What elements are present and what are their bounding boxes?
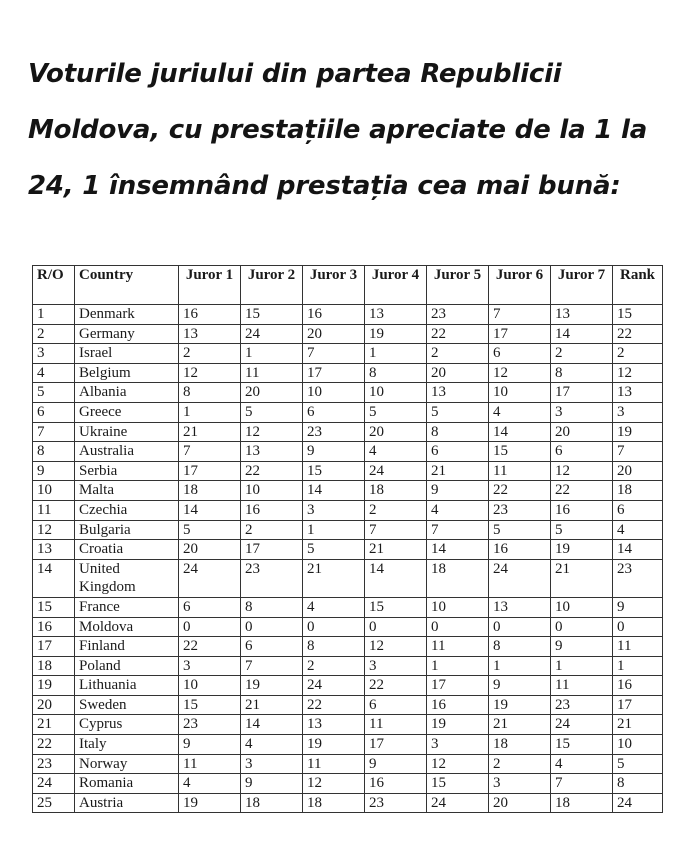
header-juror-1: Juror 1: [179, 266, 241, 305]
cell-ro: 9: [33, 461, 75, 481]
table-row: [33, 597, 663, 617]
cell-juror-3: 17: [303, 363, 365, 383]
cell-juror-4: 17: [365, 735, 427, 755]
cell-juror-3: 7: [303, 344, 365, 364]
cell-juror-7: 14: [551, 324, 613, 344]
cell-ro: 16: [33, 617, 75, 637]
cell-rank: 20: [613, 461, 663, 481]
header-juror-7: Juror 7: [551, 266, 613, 305]
cell-juror-1: 24: [179, 559, 241, 597]
cell-juror-7: 4: [551, 754, 613, 774]
cell-ro: 19: [33, 676, 75, 696]
cell-juror-4: 13: [365, 305, 427, 325]
cell-juror-6: 24: [489, 559, 551, 597]
header-country: Country: [75, 266, 179, 305]
cell-juror-2: 20: [241, 383, 303, 403]
cell-juror-7: 10: [551, 597, 613, 617]
cell-country: Serbia: [75, 461, 179, 481]
cell-country: Czechia: [75, 500, 179, 520]
cell-juror-3: 10: [303, 383, 365, 403]
cell-ro: 12: [33, 520, 75, 540]
cell-rank: 17: [613, 695, 663, 715]
table-row: [33, 422, 663, 442]
cell-juror-4: 14: [365, 559, 427, 597]
cell-juror-4: 21: [365, 540, 427, 560]
cell-juror-7: 18: [551, 793, 613, 813]
cell-juror-3: 14: [303, 481, 365, 501]
cell-juror-5: 9: [427, 481, 489, 501]
cell-juror-6: 18: [489, 735, 551, 755]
cell-juror-1: 7: [179, 442, 241, 462]
cell-juror-3: 23: [303, 422, 365, 442]
cell-juror-5: 15: [427, 774, 489, 794]
cell-country: Greece: [75, 402, 179, 422]
table-row: [33, 540, 663, 560]
cell-juror-5: 18: [427, 559, 489, 597]
cell-country: Albania: [75, 383, 179, 403]
cell-ro: 25: [33, 793, 75, 813]
cell-juror-7: 8: [551, 363, 613, 383]
cell-country: Australia: [75, 442, 179, 462]
table-row: [33, 637, 663, 657]
cell-juror-1: 11: [179, 754, 241, 774]
cell-juror-6: 0: [489, 617, 551, 637]
table-row: [33, 461, 663, 481]
cell-juror-3: 12: [303, 774, 365, 794]
cell-juror-2: 17: [241, 540, 303, 560]
cell-juror-3: 21: [303, 559, 365, 597]
cell-juror-6: 11: [489, 461, 551, 481]
cell-rank: 8: [613, 774, 663, 794]
cell-juror-3: 5: [303, 540, 365, 560]
cell-country: Bulgaria: [75, 520, 179, 540]
cell-rank: 21: [613, 715, 663, 735]
cell-juror-4: 16: [365, 774, 427, 794]
cell-juror-7: 21: [551, 559, 613, 597]
cell-juror-7: 1: [551, 656, 613, 676]
table-row: [33, 695, 663, 715]
cell-juror-3: 4: [303, 597, 365, 617]
cell-juror-5: 21: [427, 461, 489, 481]
cell-juror-1: 6: [179, 597, 241, 617]
cell-country: Italy: [75, 735, 179, 755]
cell-juror-2: 24: [241, 324, 303, 344]
cell-juror-1: 1: [179, 402, 241, 422]
cell-juror-5: 22: [427, 324, 489, 344]
header-rank: Rank: [613, 266, 663, 305]
cell-juror-1: 2: [179, 344, 241, 364]
cell-country: Poland: [75, 656, 179, 676]
cell-ro: 6: [33, 402, 75, 422]
cell-juror-2: 12: [241, 422, 303, 442]
cell-juror-3: 1: [303, 520, 365, 540]
cell-juror-2: 1: [241, 344, 303, 364]
cell-juror-2: 13: [241, 442, 303, 462]
cell-juror-2: 9: [241, 774, 303, 794]
cell-juror-6: 15: [489, 442, 551, 462]
cell-juror-5: 16: [427, 695, 489, 715]
cell-ro: 15: [33, 597, 75, 617]
table-row: [33, 481, 663, 501]
cell-juror-5: 1: [427, 656, 489, 676]
cell-country: Sweden: [75, 695, 179, 715]
cell-country: Romania: [75, 774, 179, 794]
cell-juror-5: 8: [427, 422, 489, 442]
cell-ro: 3: [33, 344, 75, 364]
cell-juror-1: 12: [179, 363, 241, 383]
cell-country: Finland: [75, 637, 179, 657]
cell-juror-7: 9: [551, 637, 613, 657]
cell-rank: 5: [613, 754, 663, 774]
cell-ro: 1: [33, 305, 75, 325]
cell-juror-7: 24: [551, 715, 613, 735]
cell-juror-5: 5: [427, 402, 489, 422]
cell-juror-4: 9: [365, 754, 427, 774]
cell-juror-1: 3: [179, 656, 241, 676]
header-juror-6: Juror 6: [489, 266, 551, 305]
cell-rank: 19: [613, 422, 663, 442]
table-row: [33, 617, 663, 637]
cell-juror-3: 0: [303, 617, 365, 637]
cell-juror-4: 10: [365, 383, 427, 403]
cell-juror-2: 2: [241, 520, 303, 540]
cell-country: Belgium: [75, 363, 179, 383]
cell-rank: 11: [613, 637, 663, 657]
cell-juror-6: 8: [489, 637, 551, 657]
cell-juror-5: 20: [427, 363, 489, 383]
table-row: [33, 559, 663, 597]
cell-rank: 22: [613, 324, 663, 344]
table-row: [33, 442, 663, 462]
cell-ro: 17: [33, 637, 75, 657]
table-row: [33, 305, 663, 325]
cell-ro: 8: [33, 442, 75, 462]
cell-juror-1: 8: [179, 383, 241, 403]
cell-juror-4: 22: [365, 676, 427, 696]
cell-juror-2: 19: [241, 676, 303, 696]
cell-juror-2: 7: [241, 656, 303, 676]
cell-juror-1: 0: [179, 617, 241, 637]
cell-juror-6: 3: [489, 774, 551, 794]
cell-juror-7: 17: [551, 383, 613, 403]
cell-juror-6: 2: [489, 754, 551, 774]
page-heading: Voturile juriului din partea Republicii Moldova, cu prestațiile apreciate de la 1 la 24, 1 însemnând prestația cea mai bună:: [28, 59, 648, 201]
table-row: [33, 520, 663, 540]
cell-juror-2: 8: [241, 597, 303, 617]
cell-country: Croatia: [75, 540, 179, 560]
cell-ro: 22: [33, 735, 75, 755]
cell-rank: 4: [613, 520, 663, 540]
cell-juror-3: 22: [303, 695, 365, 715]
cell-juror-5: 12: [427, 754, 489, 774]
cell-country: Malta: [75, 481, 179, 501]
cell-juror-7: 5: [551, 520, 613, 540]
cell-ro: 7: [33, 422, 75, 442]
cell-juror-7: 12: [551, 461, 613, 481]
cell-juror-2: 14: [241, 715, 303, 735]
cell-juror-2: 4: [241, 735, 303, 755]
cell-juror-2: 16: [241, 500, 303, 520]
cell-juror-4: 0: [365, 617, 427, 637]
cell-rank: 3: [613, 402, 663, 422]
cell-juror-6: 13: [489, 597, 551, 617]
cell-rank: 16: [613, 676, 663, 696]
cell-juror-1: 15: [179, 695, 241, 715]
cell-rank: 12: [613, 363, 663, 383]
cell-juror-1: 14: [179, 500, 241, 520]
cell-ro: 13: [33, 540, 75, 560]
cell-juror-4: 5: [365, 402, 427, 422]
cell-juror-5: 2: [427, 344, 489, 364]
cell-juror-2: 3: [241, 754, 303, 774]
cell-juror-4: 1: [365, 344, 427, 364]
cell-juror-3: 2: [303, 656, 365, 676]
cell-country: Denmark: [75, 305, 179, 325]
cell-juror-3: 11: [303, 754, 365, 774]
table-row: [33, 754, 663, 774]
cell-juror-3: 13: [303, 715, 365, 735]
cell-juror-7: 0: [551, 617, 613, 637]
cell-juror-4: 3: [365, 656, 427, 676]
cell-juror-3: 15: [303, 461, 365, 481]
cell-country: Norway: [75, 754, 179, 774]
cell-juror-4: 24: [365, 461, 427, 481]
cell-ro: 10: [33, 481, 75, 501]
cell-juror-4: 7: [365, 520, 427, 540]
table-row: [33, 344, 663, 364]
cell-juror-4: 12: [365, 637, 427, 657]
cell-rank: 6: [613, 500, 663, 520]
cell-juror-1: 5: [179, 520, 241, 540]
cell-rank: 10: [613, 735, 663, 755]
cell-rank: 7: [613, 442, 663, 462]
cell-juror-3: 3: [303, 500, 365, 520]
cell-juror-2: 18: [241, 793, 303, 813]
cell-rank: 14: [613, 540, 663, 560]
table-header-row: [33, 266, 663, 305]
cell-juror-1: 13: [179, 324, 241, 344]
cell-juror-6: 5: [489, 520, 551, 540]
header-juror-5: Juror 5: [427, 266, 489, 305]
cell-juror-1: 9: [179, 735, 241, 755]
cell-country: Austria: [75, 793, 179, 813]
cell-juror-4: 4: [365, 442, 427, 462]
cell-juror-6: 12: [489, 363, 551, 383]
header-juror-2: Juror 2: [241, 266, 303, 305]
cell-juror-5: 14: [427, 540, 489, 560]
cell-juror-1: 17: [179, 461, 241, 481]
cell-juror-5: 7: [427, 520, 489, 540]
cell-juror-3: 18: [303, 793, 365, 813]
cell-juror-7: 19: [551, 540, 613, 560]
cell-juror-1: 16: [179, 305, 241, 325]
cell-country: United Kingdom: [75, 559, 179, 597]
cell-rank: 9: [613, 597, 663, 617]
cell-rank: 2: [613, 344, 663, 364]
cell-juror-6: 6: [489, 344, 551, 364]
cell-juror-2: 0: [241, 617, 303, 637]
cell-juror-7: 13: [551, 305, 613, 325]
table-row: [33, 715, 663, 735]
cell-country: Ukraine: [75, 422, 179, 442]
cell-ro: 5: [33, 383, 75, 403]
cell-rank: 23: [613, 559, 663, 597]
cell-ro: 14: [33, 559, 75, 597]
cell-juror-4: 8: [365, 363, 427, 383]
cell-juror-5: 23: [427, 305, 489, 325]
cell-ro: 24: [33, 774, 75, 794]
cell-juror-7: 11: [551, 676, 613, 696]
cell-juror-3: 19: [303, 735, 365, 755]
cell-juror-7: 20: [551, 422, 613, 442]
header-ro: R/O: [33, 266, 75, 305]
cell-juror-1: 23: [179, 715, 241, 735]
cell-juror-2: 5: [241, 402, 303, 422]
cell-juror-5: 13: [427, 383, 489, 403]
table-row: [33, 793, 663, 813]
cell-juror-3: 9: [303, 442, 365, 462]
cell-juror-7: 7: [551, 774, 613, 794]
cell-ro: 20: [33, 695, 75, 715]
cell-juror-6: 10: [489, 383, 551, 403]
jury-votes-table: [32, 265, 663, 813]
cell-juror-4: 6: [365, 695, 427, 715]
cell-juror-5: 10: [427, 597, 489, 617]
cell-juror-1: 19: [179, 793, 241, 813]
cell-juror-5: 11: [427, 637, 489, 657]
cell-juror-1: 21: [179, 422, 241, 442]
cell-country: Cyprus: [75, 715, 179, 735]
cell-juror-6: 20: [489, 793, 551, 813]
cell-juror-6: 1: [489, 656, 551, 676]
cell-juror-3: 8: [303, 637, 365, 657]
cell-juror-3: 16: [303, 305, 365, 325]
cell-juror-5: 6: [427, 442, 489, 462]
cell-rank: 13: [613, 383, 663, 403]
cell-juror-4: 23: [365, 793, 427, 813]
cell-rank: 24: [613, 793, 663, 813]
cell-ro: 4: [33, 363, 75, 383]
table-row: [33, 383, 663, 403]
cell-juror-2: 6: [241, 637, 303, 657]
cell-juror-5: 3: [427, 735, 489, 755]
table-row: [33, 500, 663, 520]
cell-juror-1: 18: [179, 481, 241, 501]
table-row: [33, 735, 663, 755]
cell-juror-4: 20: [365, 422, 427, 442]
cell-ro: 2: [33, 324, 75, 344]
table-row: [33, 774, 663, 794]
table-row: [33, 324, 663, 344]
cell-country: Israel: [75, 344, 179, 364]
cell-juror-2: 11: [241, 363, 303, 383]
cell-country: Lithuania: [75, 676, 179, 696]
cell-ro: 21: [33, 715, 75, 735]
cell-rank: 18: [613, 481, 663, 501]
cell-juror-3: 24: [303, 676, 365, 696]
cell-juror-7: 3: [551, 402, 613, 422]
cell-juror-1: 20: [179, 540, 241, 560]
table-row: [33, 676, 663, 696]
table-row: [33, 363, 663, 383]
cell-ro: 18: [33, 656, 75, 676]
cell-juror-6: 22: [489, 481, 551, 501]
cell-juror-6: 23: [489, 500, 551, 520]
cell-juror-7: 6: [551, 442, 613, 462]
cell-country: Germany: [75, 324, 179, 344]
cell-juror-6: 17: [489, 324, 551, 344]
cell-juror-2: 10: [241, 481, 303, 501]
cell-rank: 0: [613, 617, 663, 637]
cell-rank: 1: [613, 656, 663, 676]
cell-juror-1: 22: [179, 637, 241, 657]
cell-juror-5: 24: [427, 793, 489, 813]
cell-country: France: [75, 597, 179, 617]
cell-juror-1: 4: [179, 774, 241, 794]
cell-juror-6: 16: [489, 540, 551, 560]
cell-juror-5: 19: [427, 715, 489, 735]
cell-ro: 11: [33, 500, 75, 520]
cell-juror-2: 23: [241, 559, 303, 597]
cell-juror-7: 2: [551, 344, 613, 364]
header-juror-4: Juror 4: [365, 266, 427, 305]
cell-juror-7: 22: [551, 481, 613, 501]
cell-juror-4: 18: [365, 481, 427, 501]
cell-juror-6: 21: [489, 715, 551, 735]
cell-juror-7: 23: [551, 695, 613, 715]
cell-juror-7: 16: [551, 500, 613, 520]
cell-juror-5: 0: [427, 617, 489, 637]
cell-juror-5: 17: [427, 676, 489, 696]
cell-juror-7: 15: [551, 735, 613, 755]
cell-juror-4: 2: [365, 500, 427, 520]
cell-juror-3: 6: [303, 402, 365, 422]
cell-juror-2: 21: [241, 695, 303, 715]
cell-juror-4: 15: [365, 597, 427, 617]
cell-juror-4: 19: [365, 324, 427, 344]
cell-juror-2: 22: [241, 461, 303, 481]
cell-juror-6: 7: [489, 305, 551, 325]
header-juror-3: Juror 3: [303, 266, 365, 305]
cell-ro: 23: [33, 754, 75, 774]
table-row: [33, 656, 663, 676]
cell-juror-3: 20: [303, 324, 365, 344]
cell-juror-6: 19: [489, 695, 551, 715]
cell-juror-6: 4: [489, 402, 551, 422]
cell-juror-1: 10: [179, 676, 241, 696]
cell-country: Moldova: [75, 617, 179, 637]
cell-juror-6: 9: [489, 676, 551, 696]
table-row: [33, 402, 663, 422]
cell-rank: 15: [613, 305, 663, 325]
cell-juror-6: 14: [489, 422, 551, 442]
cell-juror-2: 15: [241, 305, 303, 325]
cell-juror-4: 11: [365, 715, 427, 735]
cell-juror-5: 4: [427, 500, 489, 520]
